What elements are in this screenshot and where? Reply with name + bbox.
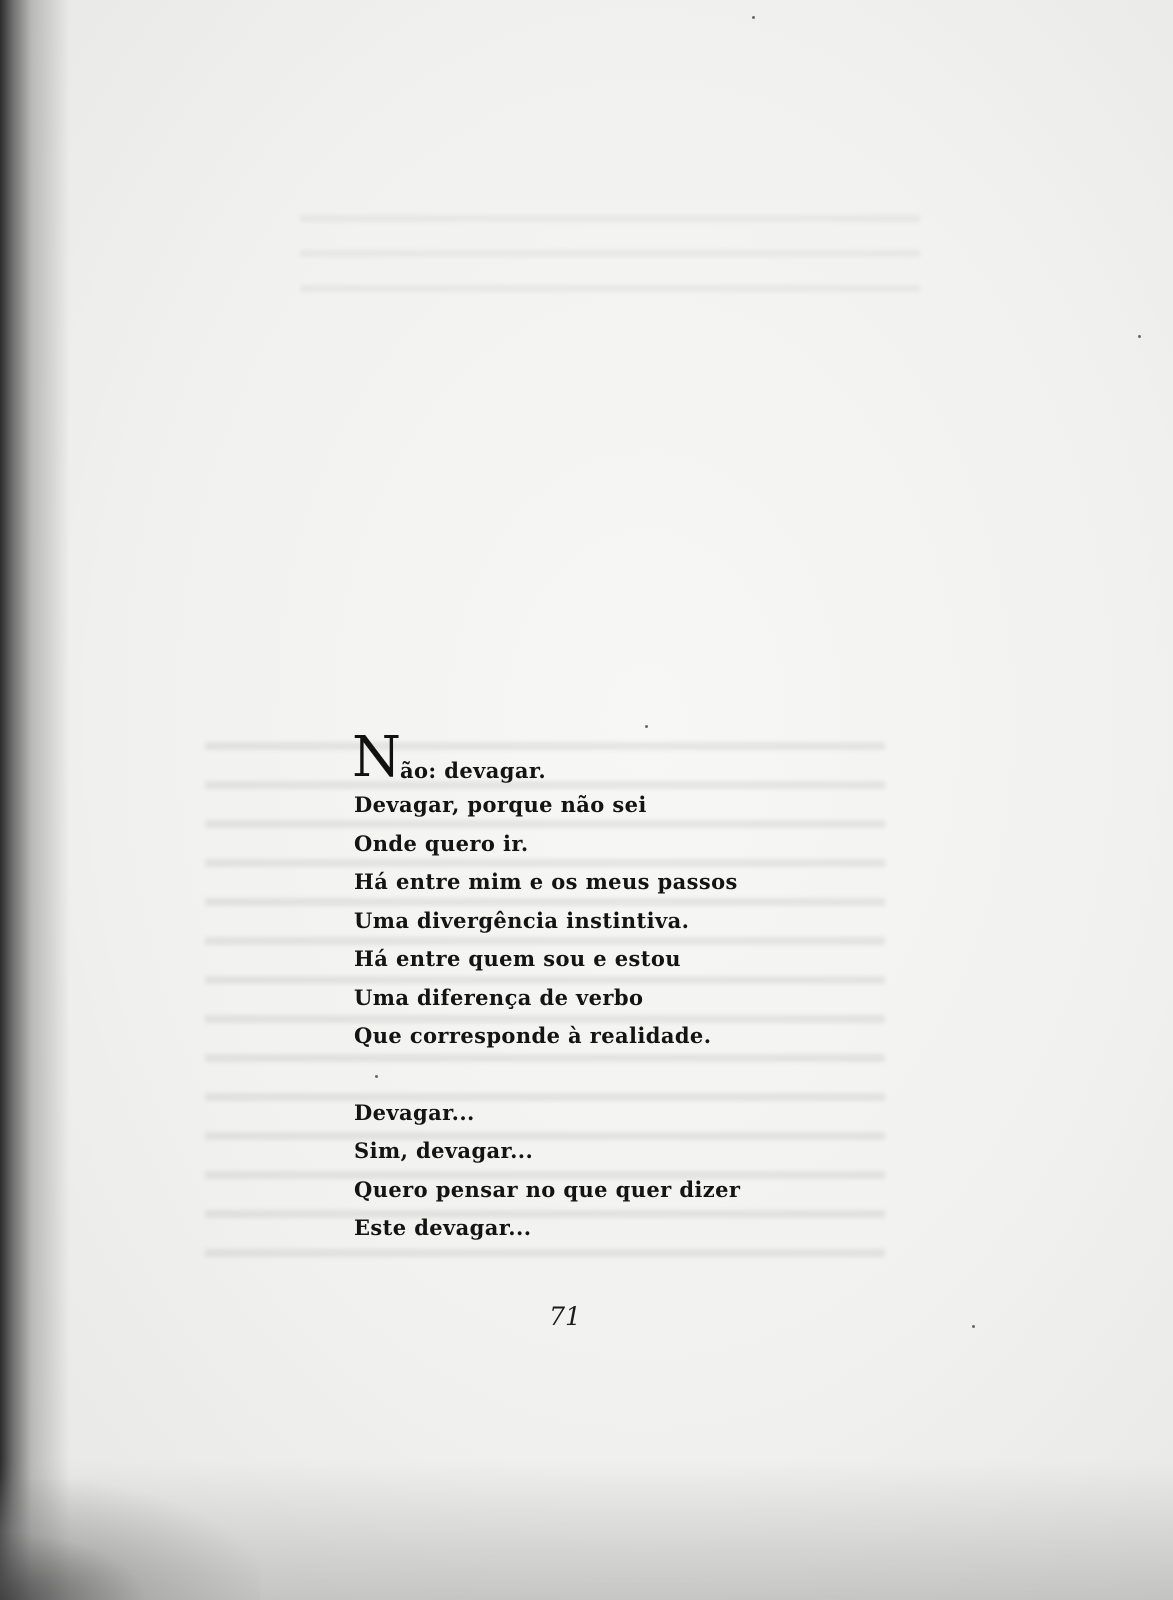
poem-line: Sim, devagar... xyxy=(354,1138,534,1163)
poem-line: Uma diferença de verbo xyxy=(354,984,644,1010)
stanza-2 xyxy=(354,1094,874,1248)
show-through-text-top xyxy=(300,205,920,300)
paper-speck xyxy=(972,1325,975,1328)
corner-shadow xyxy=(0,1480,260,1600)
page-number: 71 xyxy=(549,1302,581,1331)
paper-speck xyxy=(1138,335,1141,338)
poem xyxy=(352,725,874,1248)
drop-cap: N xyxy=(352,725,402,790)
poem-line: Há entre quem sou e estou xyxy=(354,946,681,971)
poem-line: Devagar, porque não sei xyxy=(354,792,647,817)
paper-speck xyxy=(645,725,648,728)
poem-line: Este devagar... xyxy=(354,1215,532,1240)
poem-line: Há entre mim e os meus passos xyxy=(354,869,738,894)
stanza-1 xyxy=(352,725,874,1056)
poem-line: Uma divergência instintiva. xyxy=(354,907,690,933)
poem-line: Quero pensar no que quer dizer xyxy=(354,1176,741,1202)
first-line-text: ão: devagar. xyxy=(400,758,547,783)
poem-line: Devagar... xyxy=(354,1099,475,1125)
paper-speck xyxy=(752,16,755,19)
poem-line: Onde quero ir. xyxy=(354,830,529,856)
poem-first-line xyxy=(352,725,874,790)
binding-shadow xyxy=(0,0,70,1600)
poem-line: Que corresponde à realidade. xyxy=(354,1023,712,1048)
